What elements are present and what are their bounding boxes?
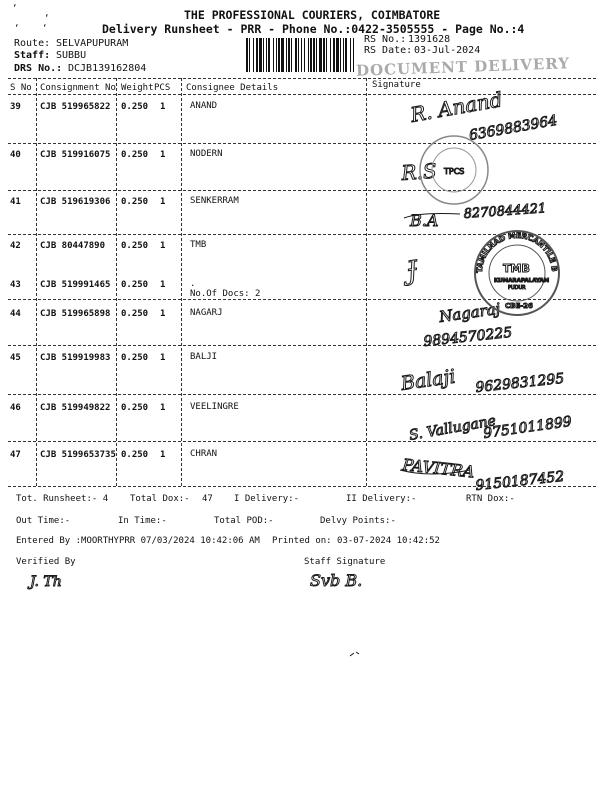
signature-45: Balaji [399,365,457,395]
signature-40: R.S [400,158,438,185]
row-sno: 43 [10,280,21,290]
row-consignee: CHRAN [190,449,218,459]
row-consignment: CJB 519919983 [40,353,111,363]
col-consignment: Consignment No [40,83,116,93]
route-value: SELVAPUPURAM [56,38,129,49]
route-label: Route: [14,38,51,49]
row-sno: 44 [10,309,21,319]
tmb-stamp-ring-text: TAMILNAD MERCANTILE BANK LTD. [468,221,560,274]
row-consignee: NAGARJ [190,308,223,318]
row-consignee: SENKERRAM [190,196,239,206]
drs-value: DCJB139162804 [68,63,147,74]
row-consignee: NODERN [190,149,223,159]
staff-value: SUBBU [56,50,87,61]
row-consignee: VEELINGRE [190,402,239,412]
row-consignment: CJB 519916075 [40,150,111,160]
row-consignment: CJB 519991465 [40,280,111,290]
rs-date-value: 03-Jul-2024 [414,45,481,56]
phone-46: 9751011899 [482,413,573,442]
tmb-sub: PUDUR [508,285,526,291]
company-name: THE PROFESSIONAL COURIERS, COIMBATORE [184,8,441,22]
row-sno: 39 [10,102,21,112]
row-weight: 0.250 [121,353,149,363]
entered-by: Entered By :MOORTHYPRR 07/03/2024 10:42:06 AM [16,536,260,546]
signature-44: Nagaraj [438,299,502,326]
row-weight: 0.250 [121,309,149,319]
delvy-points: Delvy Points:- [320,516,396,526]
staff-signature-label: Staff Signature [304,557,386,567]
svg-text:TPCS: TPCS [444,167,465,176]
row-sno: 40 [10,150,21,160]
row-sno: 46 [10,403,21,413]
staff-handsignature: Svb B. [310,571,363,590]
row-weight: 0.250 [121,102,149,112]
verified-by-label: Verified By [16,557,76,567]
i-delivery: I Delivery:- [234,494,300,504]
signature-42: Ɉ [404,255,420,287]
row-pcs: 1 [160,280,166,290]
row-pcs: 1 [160,197,166,207]
row-consignment: CJB 519619306 [40,197,111,207]
row-weight: 0.250 [121,241,149,251]
row-pcs: 1 [160,102,166,112]
runsheet-title: Delivery Runsheet - PRR - Phone No.:0422-3505555 - Page No.:4 [102,22,525,36]
row-pcs: 1 [160,353,166,363]
row-consignee: TMB [190,240,207,250]
row-pcs: 1 [160,241,166,251]
row-pcs: 1 [160,309,166,319]
tmb-code: CBE-26 [505,302,533,310]
col-pcs: PCS [154,83,171,93]
tmb-bank-stamp [468,221,562,318]
row-pcs: 1 [160,403,166,413]
row-weight: 0.250 [121,450,149,460]
signature-47: PAVITRA [401,455,476,482]
row-consignment: CJB 80447890 [40,241,106,251]
row-weight: 0.250 [121,280,149,290]
row-sno: 47 [10,450,21,460]
printed-on: Printed on: 03-07-2024 10:42:52 [272,536,440,546]
phone-45: 9629831295 [474,370,566,396]
row-consignment: CJB 5199653735 [40,450,116,460]
row-weight: 0.250 [121,403,149,413]
row-consignee: BALJI [190,352,218,362]
tmb-logo: TMB [503,262,530,275]
row-consignee: ANAND [190,101,218,111]
col-signature: Signature [372,80,421,90]
tmb-branch: KUMARAPALAYAM [494,278,550,284]
row-weight: 0.250 [121,150,149,160]
col-sno: S No [10,83,32,93]
total-dox-label: Total Dox:- [130,494,190,504]
ii-delivery: II Delivery:- [346,494,417,504]
phone-47: 9150187452 [474,468,566,494]
verified-signature: J. Th [30,574,62,590]
corner-mark: ‘ [42,24,48,34]
phone-44: 9894570225 [422,324,514,350]
rs-no-label: RS No.: [364,34,407,45]
rs-date-label: RS Date: [364,45,413,56]
signature-39: R. Anand [408,87,505,127]
row-sno: 42 [10,241,21,251]
signature-46: S. Vallugane [407,412,498,444]
row-pcs: 1 [160,150,166,160]
col-consignee: Consignee Details [186,83,279,93]
staff-label: Staff: [14,50,51,61]
row-sno: 45 [10,353,21,363]
phone-39: 6369883964 [467,112,559,144]
in-time: In Time:- [118,516,167,526]
corner-mark: ‘ [44,14,50,24]
corner-mark: ‘ [14,24,20,34]
row-note: No.Of Docs: 2 [190,289,261,299]
phone-41: 8270844421 [463,201,547,222]
row-consignment: CJB 519965822 [40,102,111,112]
row-consignment: CJB 519965898 [40,309,111,319]
drs-label: DRS No.: [14,63,63,74]
corner-mark: ‘ [12,4,18,14]
rs-no-value: 1391628 [408,34,451,45]
total-pod: Total POD:- [214,516,274,526]
row-consignment: CJB 519949822 [40,403,111,413]
out-time: Out Time:- [16,516,71,526]
row-pcs: 1 [160,450,166,460]
document-delivery-stamp: DOCUMENT DELIVERY [355,54,571,80]
row-consignee: . [190,279,196,289]
tot-runsheet: Tot. Runsheet:- 4 [16,494,109,504]
round-stamp-40 [414,130,494,210]
row-weight: 0.250 [121,197,149,207]
total-dox-value: 47 [202,494,213,504]
signature-41: B.A [410,211,439,230]
row-sno: 41 [10,197,21,207]
col-weight: Weight [121,83,154,93]
rtn-dox: RTN Dox:- [466,494,515,504]
